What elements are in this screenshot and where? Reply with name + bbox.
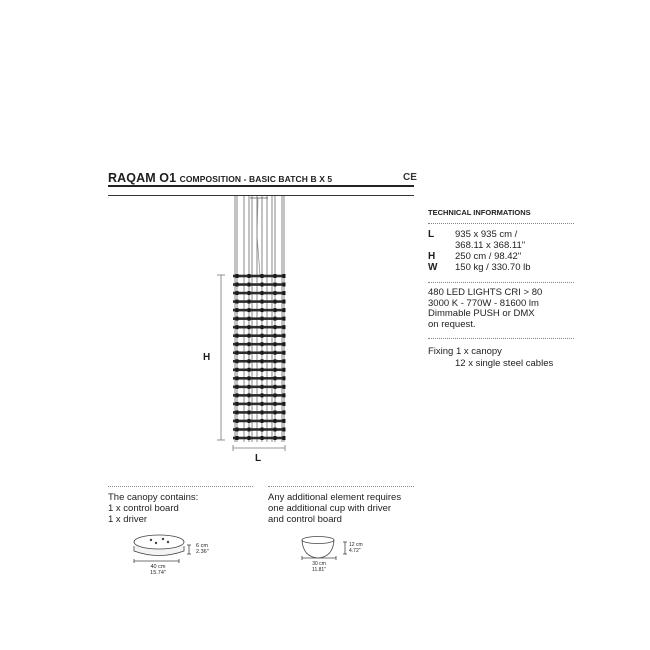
spec-list: [428, 229, 531, 273]
divider: [268, 486, 414, 487]
length-label: L: [255, 453, 262, 464]
height-dimension: [217, 275, 225, 440]
product-name: RAQAM O1: [108, 171, 177, 185]
led-ring: [233, 394, 285, 397]
spec-row: W 150 kg / 330.70 lb: [428, 262, 531, 273]
divider: [428, 282, 574, 283]
led-ring: [233, 283, 285, 286]
led-ring: [233, 317, 285, 320]
cup-height: 12 cm 4.72": [349, 542, 363, 554]
led-ring: [233, 300, 285, 303]
led-ring: [233, 351, 285, 354]
divider: [108, 486, 253, 487]
led-ring: [233, 377, 285, 380]
canopy-description: The canopy contains: 1 x control board 1 x driver: [108, 492, 199, 525]
fixing-info: Fixing 1 x canopy 12 x single steel cables: [428, 346, 554, 369]
led-ring: [233, 368, 285, 371]
spec-row: 368.11 x 368.11": [455, 240, 526, 251]
ce-mark: CE: [403, 172, 417, 183]
led-ring: [233, 437, 285, 440]
height-label: H: [203, 352, 211, 363]
lighting-info: 480 LED LIGHTS CRI > 80 3000 K - 770W - 81600 lm Dimmable PUSH or DMX on request.: [428, 287, 543, 330]
led-ring: [233, 386, 285, 389]
led-ring: [233, 403, 285, 406]
cup-width: 30 cm 11.81": [312, 561, 326, 573]
cup-drawing: [302, 537, 347, 561]
led-ring: [233, 326, 285, 329]
technical-title: TECHNICAL INFORMATIONS: [428, 208, 531, 217]
led-ring: [233, 420, 285, 423]
divider: [428, 223, 574, 224]
led-ring: [233, 309, 285, 312]
spec-row: H 250 cm / 98.42": [428, 251, 522, 262]
spec-row: L 935 x 935 cm /: [428, 229, 518, 240]
led-ring: [233, 428, 285, 431]
led-ring: [233, 343, 285, 346]
led-ring: [233, 411, 285, 414]
led-ring: [233, 275, 285, 278]
led-ring: [233, 334, 285, 337]
length-dimension: [233, 445, 285, 451]
led-rings: [233, 274, 286, 440]
cup-description: Any additional element requires one additional cup with driver and control board: [268, 492, 402, 525]
canopy-width: 40 cm 15.74": [150, 564, 166, 576]
product-subtitle: COMPOSITION - BASIC BATCH B X 5: [179, 174, 333, 184]
led-ring: [233, 360, 285, 363]
divider: [428, 338, 574, 339]
canopy-drawing: [134, 535, 191, 563]
canopy-height: 6 cm 2.36": [196, 543, 209, 555]
led-ring: [233, 292, 285, 295]
